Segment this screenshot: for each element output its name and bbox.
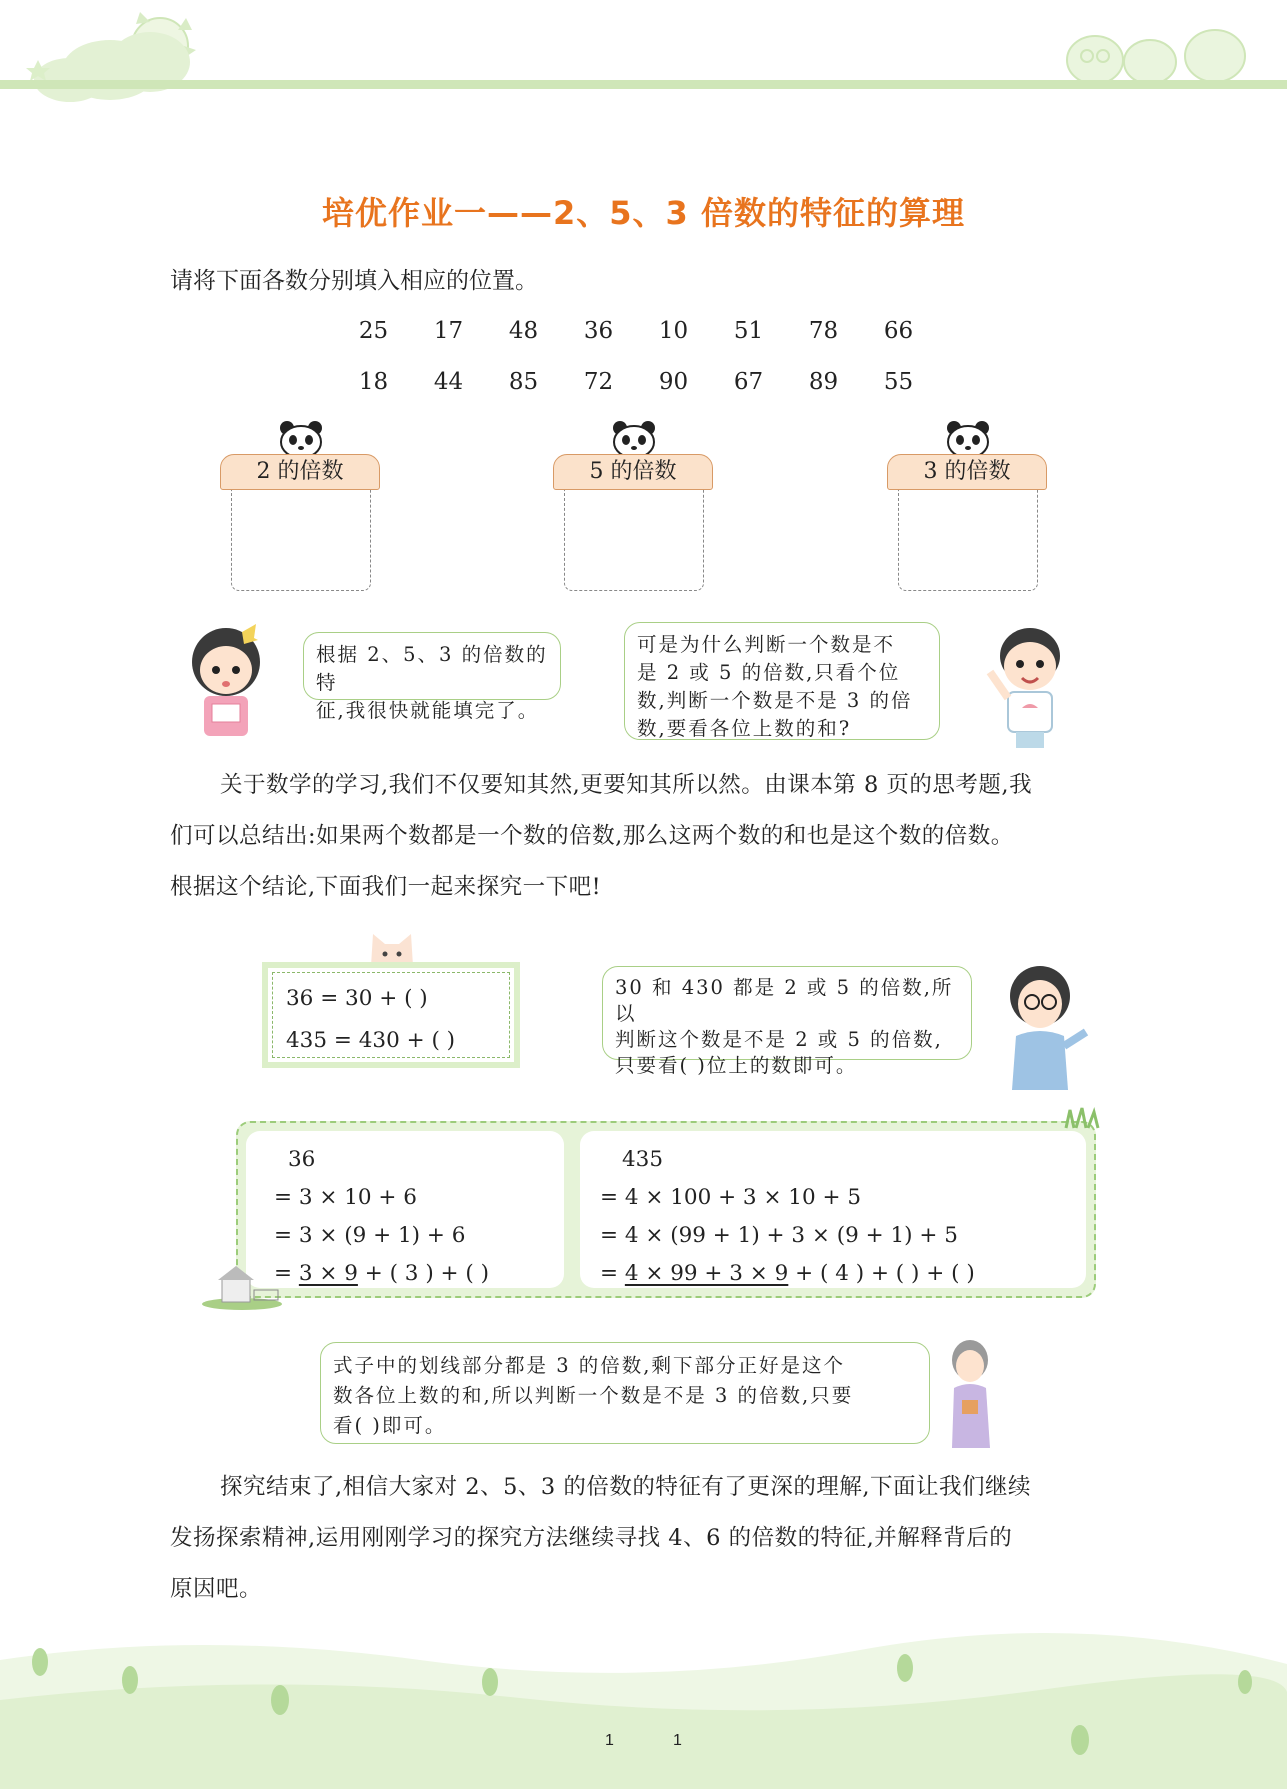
bucket-label: 3 的倍数	[887, 454, 1047, 490]
number-item: 44	[433, 369, 464, 395]
answer-area[interactable]	[564, 490, 704, 591]
page-title: 培优作业一——2、5、3 倍数的特征的算理	[322, 194, 965, 232]
equation-line: 435 = 430 + ( )	[286, 1028, 456, 1053]
cloud-icon	[34, 32, 190, 102]
numbers-row-2	[336, 369, 936, 395]
derivation-line: = 3 × 9 + ( 3 ) + ( )	[274, 1261, 490, 1286]
derivation-line: 435	[622, 1147, 664, 1172]
header-line	[0, 80, 1287, 89]
derivation-box	[236, 1121, 1096, 1298]
derivation-panel-36	[246, 1131, 564, 1288]
derivation-panel-435	[580, 1131, 1086, 1288]
underlined-part: 4 × 99 + 3 × 9	[624, 1261, 789, 1286]
grandma-character-icon	[946, 1338, 996, 1448]
paragraph-2	[170, 1462, 1145, 1615]
derivation-line: = 4 × 100 + 3 × 10 + 5	[600, 1185, 862, 1210]
equation-line: 36 = 30 + ( )	[286, 986, 428, 1011]
number-item: 17	[433, 318, 464, 344]
number-item: 66	[883, 318, 914, 344]
bucket-label: 5 的倍数	[553, 454, 713, 490]
panda-icon	[610, 420, 658, 456]
derivation-line: = 3 × (9 + 1) + 6	[274, 1223, 466, 1248]
bucket-label: 2 的倍数	[220, 454, 380, 490]
number-item: 55	[883, 369, 914, 395]
paragraph-line: 根据这个结论,下面我们一起来探究一下吧!	[170, 874, 602, 900]
numbers-row-1	[336, 318, 936, 344]
bubble-line: 可是为什么判断一个数是不	[637, 633, 896, 656]
number-item: 51	[733, 318, 764, 344]
bubble-line: 30 和 430 都是 2 或 5 的倍数,所以	[615, 976, 954, 1025]
footer-landscape	[0, 1620, 1287, 1789]
grass-icon	[1062, 1106, 1106, 1130]
paragraph-line: 原因吧。	[170, 1576, 263, 1602]
panda-icon	[944, 420, 992, 456]
boy-character-icon	[980, 620, 1080, 750]
bubble-line: 数各位上数的和,所以判断一个数是不是 3 的倍数,只要	[333, 1384, 854, 1407]
paragraph-line: 发扬探索精神,运用刚刚学习的探究方法继续寻找 4、6 的倍数的特征,并解释背后的	[170, 1525, 1013, 1551]
bubble-line: 征,我很快就能填完了。	[316, 699, 540, 722]
paragraph-line: 关于数学的学习,我们不仅要知其然,更要知其所以然。由课本第 8 页的思考题,我	[220, 772, 1033, 798]
bubble-line: 只要看( )位上的数即可。	[615, 1054, 858, 1077]
bubble-line: 判断这个数是不是 2 或 5 的倍数,	[615, 1028, 943, 1051]
number-item: 25	[358, 318, 389, 344]
speech-bubble-teacher	[602, 966, 972, 1077]
bubble-line: 根据 2、5、3 的倍数的特	[316, 643, 548, 694]
number-item: 89	[808, 369, 839, 395]
paragraph-line: 探究结束了,相信大家对 2、5、3 的倍数的特征有了更深的理解,下面让我们继续	[220, 1474, 1032, 1500]
bubble-line: 看( )即可。	[333, 1414, 447, 1437]
instruction-text: 请将下面各数分别填入相应的位置。	[170, 268, 538, 294]
number-item: 85	[508, 369, 539, 395]
number-item: 36	[583, 318, 614, 344]
paragraph-1	[170, 760, 1145, 913]
paragraph-line: 们可以总结出:如果两个数都是一个数的倍数,那么这两个数的和也是这个数的倍数。	[170, 823, 1014, 849]
teacher-character-icon	[1002, 960, 1092, 1090]
girl-character-icon	[182, 618, 274, 740]
header-decoration	[0, 0, 1287, 120]
derivation-line: = 4 × 99 + 3 × 9 + ( 4 ) + ( ) + ( )	[600, 1261, 975, 1286]
number-item: 90	[658, 369, 689, 395]
speech-bubble-boy	[624, 622, 940, 740]
speech-bubble-grandma	[320, 1342, 930, 1444]
number-item: 18	[358, 369, 389, 395]
bubble-line: 数,要看各位上数的和?	[637, 717, 852, 740]
derivation-line: = 3 × 10 + 6	[274, 1185, 417, 1210]
answer-area[interactable]	[231, 490, 371, 591]
derivation-line: = 4 × (99 + 1) + 3 × (9 + 1) + 5	[600, 1223, 958, 1248]
animal-faces-icon	[1067, 30, 1245, 84]
panda-icon	[277, 420, 325, 456]
bubble-line: 式子中的划线部分都是 3 的倍数,剩下部分正好是这个	[333, 1354, 846, 1377]
underlined-part: 3 × 9	[298, 1261, 358, 1286]
number-item: 10	[658, 318, 689, 344]
bucket-multiples-of-5	[553, 420, 715, 610]
bucket-multiples-of-3	[887, 420, 1049, 610]
number-item: 78	[808, 318, 839, 344]
house-icon	[200, 1262, 290, 1310]
answer-area[interactable]	[898, 490, 1038, 591]
page-number: 1	[605, 1732, 614, 1749]
bucket-multiples-of-2	[220, 420, 382, 610]
number-item: 48	[508, 318, 539, 344]
page-number: 1	[673, 1732, 682, 1749]
bubble-line: 数,判断一个数是不是 3 的倍	[637, 689, 913, 712]
number-item: 72	[583, 369, 614, 395]
number-item: 67	[733, 369, 764, 395]
equation-box	[262, 962, 520, 1068]
bubble-line: 是 2 或 5 的倍数,只看个位	[637, 661, 901, 684]
speech-bubble-girl	[303, 632, 561, 722]
derivation-line: 36	[288, 1147, 316, 1172]
